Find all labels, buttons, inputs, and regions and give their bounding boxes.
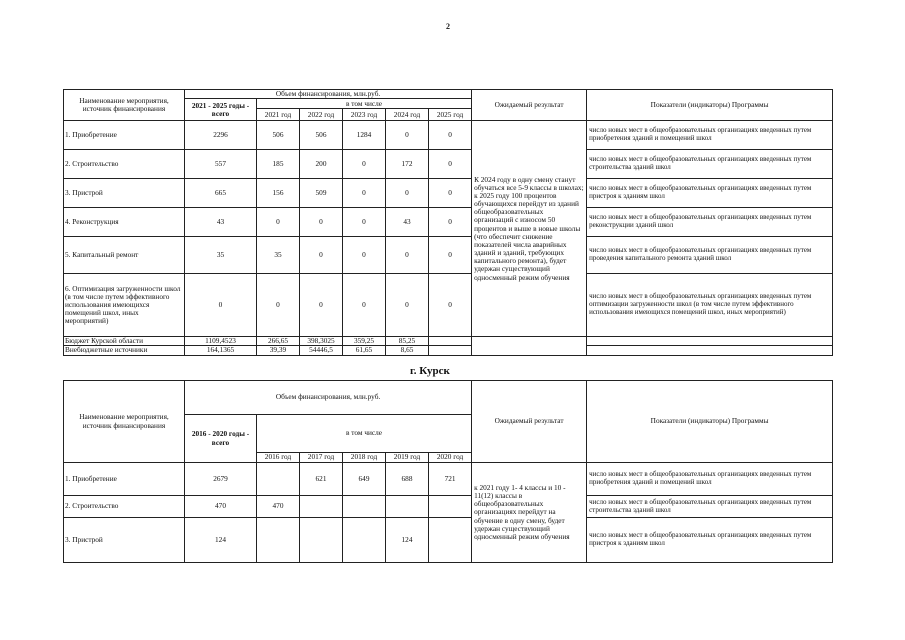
table-row bbox=[64, 274, 833, 337]
table-row bbox=[64, 208, 833, 237]
row-name: Бюджет Курской области bbox=[64, 337, 185, 346]
cell: 0 bbox=[343, 208, 386, 237]
row-name: Внебюджетные источники bbox=[64, 346, 185, 355]
table-row bbox=[64, 496, 833, 518]
header-incl: в том числе bbox=[257, 415, 472, 453]
header-total: 2021 - 2025 годы - всего bbox=[185, 99, 257, 121]
indicator: число новых мест в общеобразовательных организациях введенных путем оптимизации загруженности школ (в том числе путем эффективного использования имеющихся помещений школ, иных мероприятий) bbox=[587, 274, 833, 337]
row-total: 470 bbox=[185, 496, 257, 518]
table-row-budget bbox=[64, 337, 833, 346]
expected-result: К 2024 году в одну смену станут обучаться все 5-9 классы в школах; к 2025 году 100 процентов обучающихся перейдут из зданий общеобразовательных организаций с износом 50 процентов и выше в новые школы (что обеспечит снижение показателей числа аварийных зданий и зданий, требующих капитального ремонта), будет удержан существующий односменный режим обучения bbox=[472, 121, 587, 337]
cell: 61,65 bbox=[343, 346, 386, 355]
row-total: 2296 bbox=[185, 121, 257, 150]
header-year: 2017 год bbox=[300, 453, 343, 463]
header-name-col: Наименование мероприятия, источник финансирования bbox=[64, 381, 185, 463]
cell: 8,65 bbox=[386, 346, 429, 355]
header-year: 2016 год bbox=[257, 453, 300, 463]
indicator: число новых мест в общеобразовательных организациях введенных путем пристроя к зданиям школ bbox=[587, 179, 833, 208]
cell: 0 bbox=[343, 274, 386, 337]
cell: 0 bbox=[386, 121, 429, 150]
row-total: 164,1365 bbox=[185, 346, 257, 355]
row-total: 2679 bbox=[185, 463, 257, 496]
header-year: 2020 год bbox=[429, 453, 472, 463]
cell: 470 bbox=[257, 496, 300, 518]
cell: 621 bbox=[300, 463, 343, 496]
cell: 509 bbox=[300, 179, 343, 208]
cell: 0 bbox=[343, 150, 386, 179]
financing-table-2016-2020 bbox=[63, 380, 833, 563]
cell: 156 bbox=[257, 179, 300, 208]
cell: 506 bbox=[300, 121, 343, 150]
cell: 688 bbox=[386, 463, 429, 496]
header-volume: Объем финансирования, млн.руб. bbox=[185, 90, 472, 99]
cell: 0 bbox=[343, 179, 386, 208]
cell: 0 bbox=[429, 237, 472, 274]
cell: 172 bbox=[386, 150, 429, 179]
header-year: 2024 год bbox=[386, 109, 429, 121]
financing-table-2021-2025 bbox=[63, 89, 833, 356]
cell: 649 bbox=[343, 463, 386, 496]
header-name-col: Наименование мероприятия, источник финансирования bbox=[64, 90, 185, 121]
cell bbox=[300, 496, 343, 518]
cell: 1284 bbox=[343, 121, 386, 150]
row-name: 1. Приобретение bbox=[64, 463, 185, 496]
table-row bbox=[64, 463, 833, 496]
header-year: 2019 год bbox=[386, 453, 429, 463]
row-total: 35 bbox=[185, 237, 257, 274]
cell bbox=[429, 346, 472, 355]
table-row bbox=[64, 237, 833, 274]
header-volume: Объем финансирования, млн.руб. bbox=[185, 381, 472, 415]
table-row bbox=[64, 121, 833, 150]
cell: 124 bbox=[386, 518, 429, 563]
table-row bbox=[64, 518, 833, 563]
header-result: Ожидаемый результат bbox=[472, 90, 587, 121]
cell bbox=[343, 496, 386, 518]
header-indicators: Показатели (индикаторы) Программы bbox=[587, 381, 833, 463]
cell bbox=[257, 518, 300, 563]
table-row bbox=[64, 150, 833, 179]
header-year: 2021 год bbox=[257, 109, 300, 121]
cell: 721 bbox=[429, 463, 472, 496]
table-row bbox=[64, 179, 833, 208]
indicator: число новых мест в общеобразовательных организациях введенных путем приобретения зданий и помещений школ bbox=[587, 121, 833, 150]
page-number: 2 bbox=[446, 22, 450, 31]
cell: 85,25 bbox=[386, 337, 429, 346]
indicator: число новых мест в общеобразовательных организациях введенных путем строительства зданий школ bbox=[587, 150, 833, 179]
cell: 0 bbox=[386, 237, 429, 274]
cell bbox=[429, 496, 472, 518]
header-year: 2025 год bbox=[429, 109, 472, 121]
cell: 0 bbox=[386, 179, 429, 208]
row-total: 557 bbox=[185, 150, 257, 179]
cell: 359,25 bbox=[343, 337, 386, 346]
cell: 185 bbox=[257, 150, 300, 179]
row-total: 124 bbox=[185, 518, 257, 563]
table-row-extra bbox=[64, 346, 833, 355]
row-total: 665 bbox=[185, 179, 257, 208]
header-result: Ожидаемый результат bbox=[472, 381, 587, 463]
header-year: 2018 год bbox=[343, 453, 386, 463]
header-indicators: Показатели (индикаторы) Программы bbox=[587, 90, 833, 121]
cell: 266,65 bbox=[257, 337, 300, 346]
cell: 200 bbox=[300, 150, 343, 179]
cell: 0 bbox=[257, 274, 300, 337]
cell: 0 bbox=[429, 274, 472, 337]
header-year: 2023 год bbox=[343, 109, 386, 121]
row-name: 1. Приобретение bbox=[64, 121, 185, 150]
result-empty bbox=[472, 337, 587, 355]
cell bbox=[429, 337, 472, 346]
indicator: число новых мест в общеобразовательных организациях введенных путем пристроя к зданиям школ bbox=[587, 518, 833, 563]
cell: 54446,5 bbox=[300, 346, 343, 355]
indicator: число новых мест в общеобразовательных организациях введенных путем строительства зданий школ bbox=[587, 496, 833, 518]
header-incl: в том числе bbox=[257, 99, 472, 109]
cell: 506 bbox=[257, 121, 300, 150]
cell bbox=[300, 518, 343, 563]
indicator: число новых мест в общеобразовательных организациях введенных путем реконструкции зданий школ bbox=[587, 208, 833, 237]
cell: 0 bbox=[429, 179, 472, 208]
cell: 0 bbox=[386, 274, 429, 337]
row-name: 3. Пристрой bbox=[64, 518, 185, 563]
cell: 0 bbox=[300, 237, 343, 274]
row-total: 0 bbox=[185, 274, 257, 337]
cell bbox=[343, 518, 386, 563]
cell: 35 bbox=[257, 237, 300, 274]
header-total: 2016 - 2020 годы - всего bbox=[185, 415, 257, 463]
cell: 0 bbox=[429, 208, 472, 237]
row-name: 2. Строительство bbox=[64, 496, 185, 518]
row-total: 43 bbox=[185, 208, 257, 237]
cell: 0 bbox=[343, 237, 386, 274]
cell: 0 bbox=[300, 208, 343, 237]
cell: 0 bbox=[257, 208, 300, 237]
header-year: 2022 год bbox=[300, 109, 343, 121]
cell bbox=[386, 496, 429, 518]
row-name: 6. Оптимизация загруженности школ (в том числе путем эффективного использования имеющихся помещений школ, иных мероприятий) bbox=[64, 274, 185, 337]
row-name: 4. Реконструкция bbox=[64, 208, 185, 237]
cell: 398,3025 bbox=[300, 337, 343, 346]
expected-result: к 2021 году 1- 4 классы и 10 - 11(12) классы в общеобразовательных организациях перейдут на обучение в одну смену, будет удержан существующий односменный режим обучения bbox=[472, 463, 587, 563]
indicator: число новых мест в общеобразовательных организациях введенных путем проведения капитального ремонта зданий школ bbox=[587, 237, 833, 274]
cell bbox=[257, 463, 300, 496]
cell bbox=[429, 518, 472, 563]
indicator-empty bbox=[587, 337, 833, 346]
cell: 0 bbox=[429, 121, 472, 150]
row-name: 2. Строительство bbox=[64, 150, 185, 179]
row-total: 1109,4523 bbox=[185, 337, 257, 346]
city-heading: г. Курск bbox=[410, 365, 450, 377]
indicator-empty bbox=[587, 346, 833, 355]
cell: 0 bbox=[300, 274, 343, 337]
cell: 43 bbox=[386, 208, 429, 237]
row-name: 5. Капитальный ремонт bbox=[64, 237, 185, 274]
row-name: 3. Пристрой bbox=[64, 179, 185, 208]
cell: 0 bbox=[429, 150, 472, 179]
indicator: число новых мест в общеобразовательных организациях введенных путем приобретения зданий и помещений школ bbox=[587, 463, 833, 496]
cell: 39,39 bbox=[257, 346, 300, 355]
